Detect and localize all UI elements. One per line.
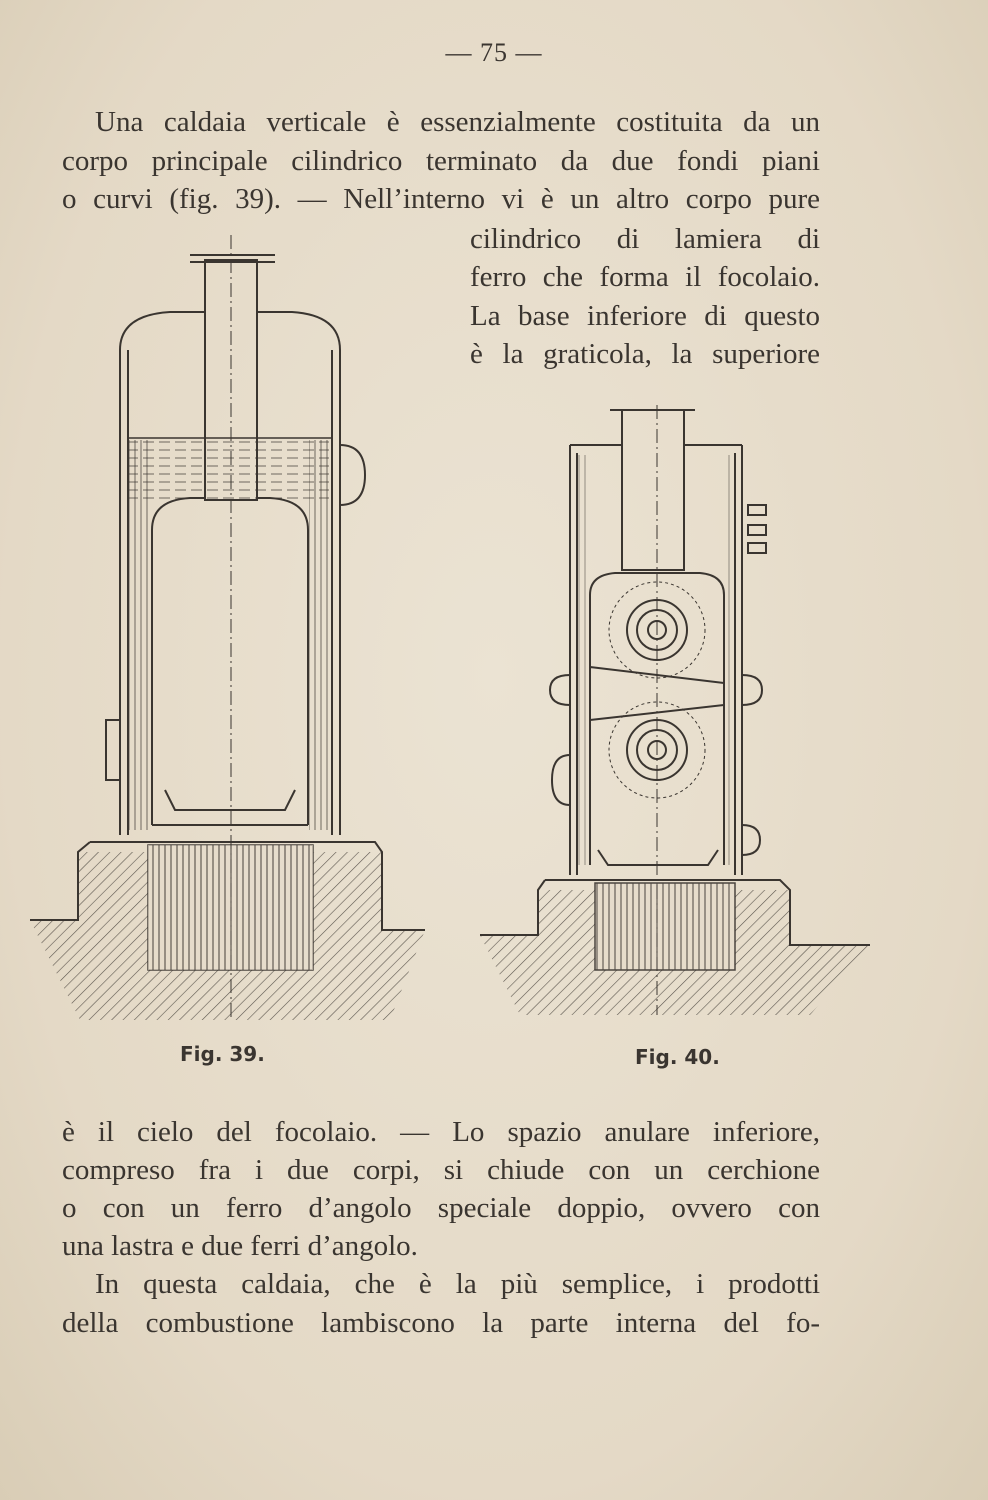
text-line: In questa caldaia, che è la più semplice, i prodotti (95, 1268, 820, 1300)
text-line: è la graticola, la superiore (470, 338, 820, 370)
text-line: è il cielo del focolaio. — Lo spazio anulare inferiore, (62, 1116, 820, 1148)
figure-40-drawing (480, 405, 870, 1025)
text-line: corpo principale cilindrico terminato da due fondi piani (62, 145, 820, 177)
text-line: Una caldaia verticale è essenzialmente costituita da un (95, 106, 820, 138)
text-line: cilindrico di lamiera di (470, 223, 820, 255)
text-line: ferro che forma il focolaio. (470, 261, 820, 293)
text-line: compreso fra i due corpi, si chiude con un cerchione (62, 1154, 820, 1186)
text-line: o curvi (fig. 39). — Nell’interno vi è un altro corpo pure (62, 183, 820, 215)
text-line: La base inferiore di questo (470, 300, 820, 332)
page-number: — 75 — (445, 38, 543, 67)
figure-40-caption: Fig. 40. (635, 1045, 720, 1069)
text-line: una lastra e due ferri d’angolo. (62, 1230, 418, 1262)
text-line: della combustione lambiscono la parte interna del fo- (62, 1307, 820, 1339)
figure-39-drawing (30, 230, 450, 1030)
figure-39-caption: Fig. 39. (180, 1042, 265, 1066)
text-line: o con un ferro d’angolo speciale doppio, ovvero con (62, 1192, 820, 1224)
